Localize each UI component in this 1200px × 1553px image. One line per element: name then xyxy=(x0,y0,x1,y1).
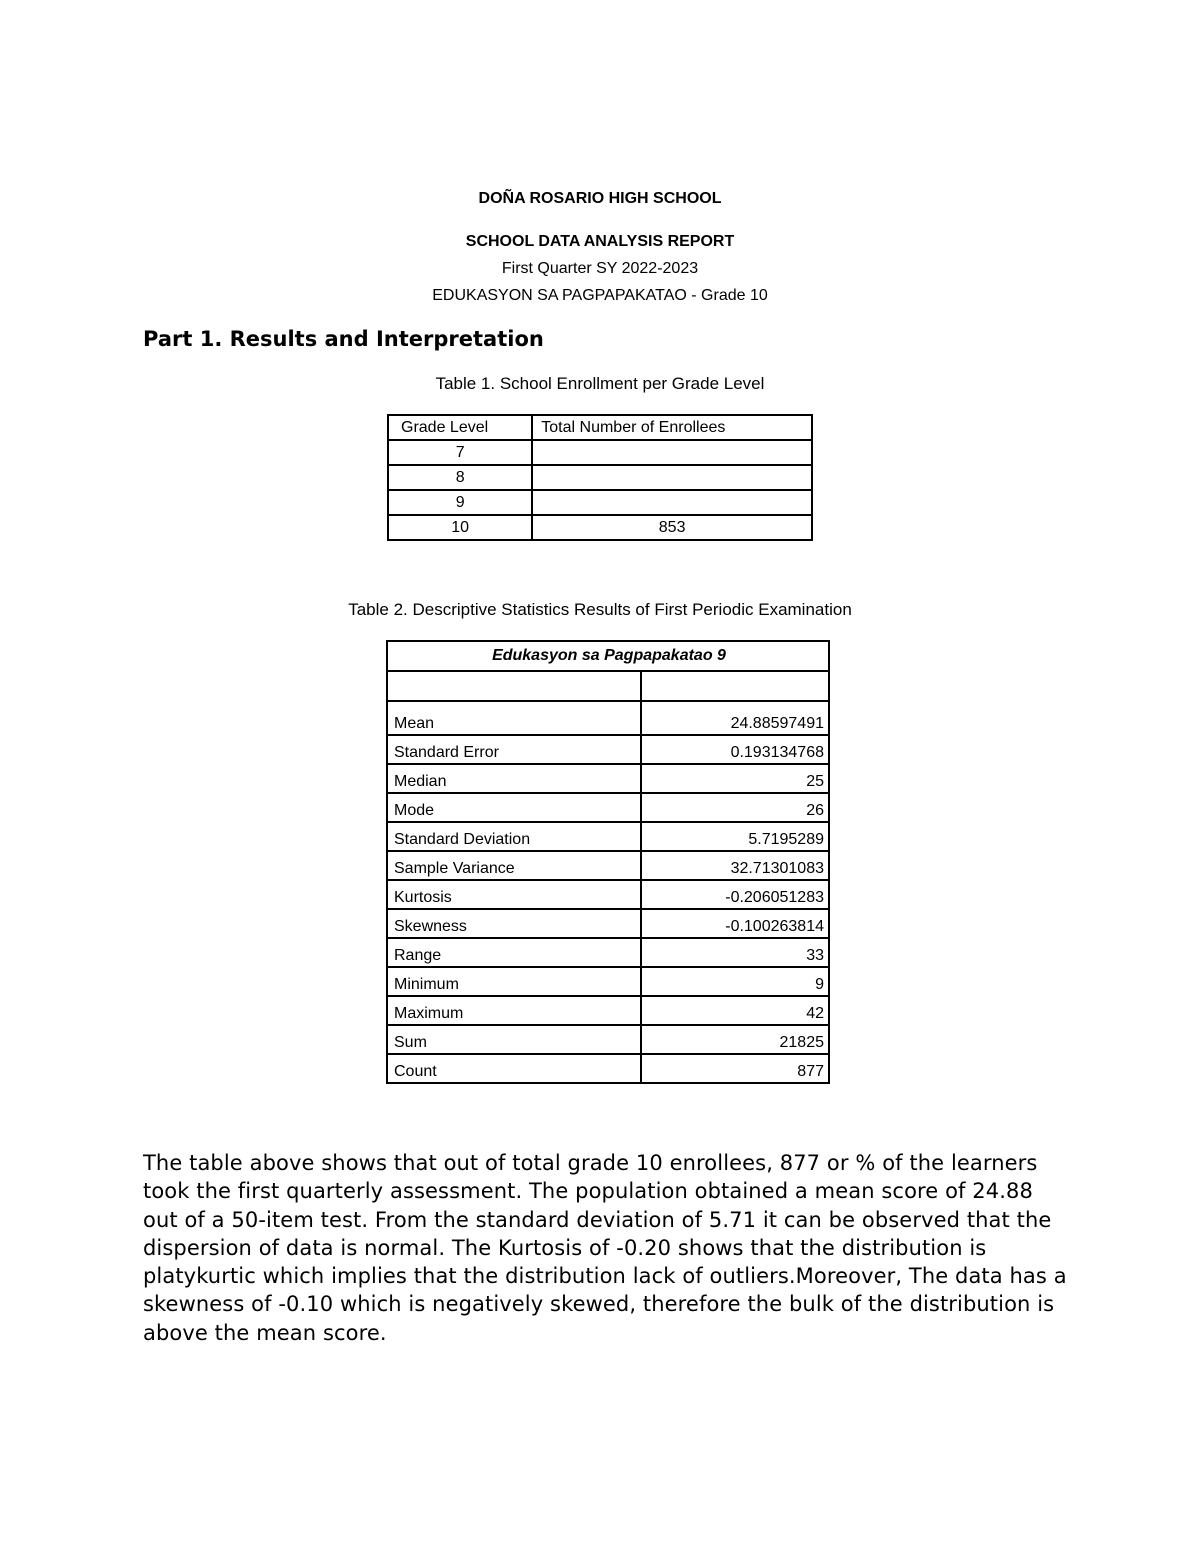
quarter-label: First Quarter SY 2022-2023 xyxy=(501,260,699,277)
stat-value: 26 xyxy=(641,793,829,822)
table-row xyxy=(387,764,829,793)
table-title-row xyxy=(387,641,829,671)
table-row xyxy=(387,1025,829,1054)
descriptive-stats-table xyxy=(386,640,830,1084)
table-row xyxy=(388,490,812,515)
stat-label: Median xyxy=(387,764,641,793)
stat-value: 21825 xyxy=(641,1025,829,1054)
total-cell xyxy=(532,440,812,465)
table-row xyxy=(387,938,829,967)
stat-label: Sum xyxy=(387,1025,641,1054)
stat-label: Maximum xyxy=(387,996,641,1025)
table-header-row xyxy=(388,415,812,440)
stat-value: 877 xyxy=(641,1054,829,1083)
total-cell xyxy=(532,465,812,490)
grade-cell: 8 xyxy=(388,465,532,490)
grade-cell: 7 xyxy=(388,440,532,465)
stat-label: Kurtosis xyxy=(387,880,641,909)
stat-value: 5.7195289 xyxy=(641,822,829,851)
stat-value: -0.100263814 xyxy=(641,909,829,938)
table-row xyxy=(387,996,829,1025)
stat-value: 42 xyxy=(641,996,829,1025)
stat-label: Standard Deviation xyxy=(387,822,641,851)
stats-table-title: Edukasyon sa Pagpapakatao 9 xyxy=(387,641,829,671)
enrollment-table xyxy=(387,414,813,541)
table-row xyxy=(388,515,812,540)
table-row xyxy=(387,851,829,880)
blank-cell xyxy=(641,671,829,701)
stat-value: 9 xyxy=(641,967,829,996)
stat-label: Skewness xyxy=(387,909,641,938)
table-row xyxy=(387,822,829,851)
grade-cell: 10 xyxy=(388,515,532,540)
interpretation-paragraph: The table above shows that out of total grade 10 enrollees, 877 or % of the learners took the first quarterly assessment. The population obtained a mean score of 24.88 out of a 50-item test. From the standard deviation of 5.71 it can be observed that the dispersion of data is normal. The Kurtosis of -0.20 shows that the distribution is platykurtic which implies that the distribution lack of outliers.Moreover, The data has a skewness of -0.10 which is negatively skewed, therefore the bulk of the distribution is above the mean score. xyxy=(143,1151,1067,1345)
blank-row xyxy=(387,671,829,701)
table1-caption: Table 1. School Enrollment per Grade Level xyxy=(435,374,765,393)
table-row xyxy=(388,465,812,490)
stat-label: Minimum xyxy=(387,967,641,996)
table-row xyxy=(387,793,829,822)
stat-value: 25 xyxy=(641,764,829,793)
stat-value: 32.71301083 xyxy=(641,851,829,880)
table-row xyxy=(387,1054,829,1083)
stat-value: 0.193134768 xyxy=(641,735,829,764)
total-cell xyxy=(532,490,812,515)
stat-value: 24.88597491 xyxy=(641,701,829,735)
table-row xyxy=(387,967,829,996)
subject-label: EDUKASYON SA PAGPAPAKATAO - Grade 10 xyxy=(432,287,768,304)
total-cell: 853 xyxy=(532,515,812,540)
stat-value: -0.206051283 xyxy=(641,880,829,909)
table-row xyxy=(387,880,829,909)
table-row xyxy=(387,909,829,938)
stat-label: Mode xyxy=(387,793,641,822)
stat-label: Mean xyxy=(387,701,641,735)
table-row xyxy=(387,701,829,735)
column-header-grade-level: Grade Level xyxy=(388,415,532,440)
stat-label: Sample Variance xyxy=(387,851,641,880)
stat-label: Range xyxy=(387,938,641,967)
stat-label: Count xyxy=(387,1054,641,1083)
table-row xyxy=(387,735,829,764)
grade-cell: 9 xyxy=(388,490,532,515)
stat-value: 33 xyxy=(641,938,829,967)
stat-label: Standard Error xyxy=(387,735,641,764)
table2-caption: Table 2. Descriptive Statistics Results of First Periodic Examination xyxy=(348,600,852,619)
column-header-total-enrollees: Total Number of Enrollees xyxy=(532,415,812,440)
blank-cell xyxy=(387,671,641,701)
report-title: SCHOOL DATA ANALYSIS REPORT xyxy=(465,233,735,250)
table-row xyxy=(388,440,812,465)
part1-heading: Part 1. Results and Interpretation xyxy=(143,327,544,351)
school-name: DOÑA ROSARIO HIGH SCHOOL xyxy=(478,190,722,207)
